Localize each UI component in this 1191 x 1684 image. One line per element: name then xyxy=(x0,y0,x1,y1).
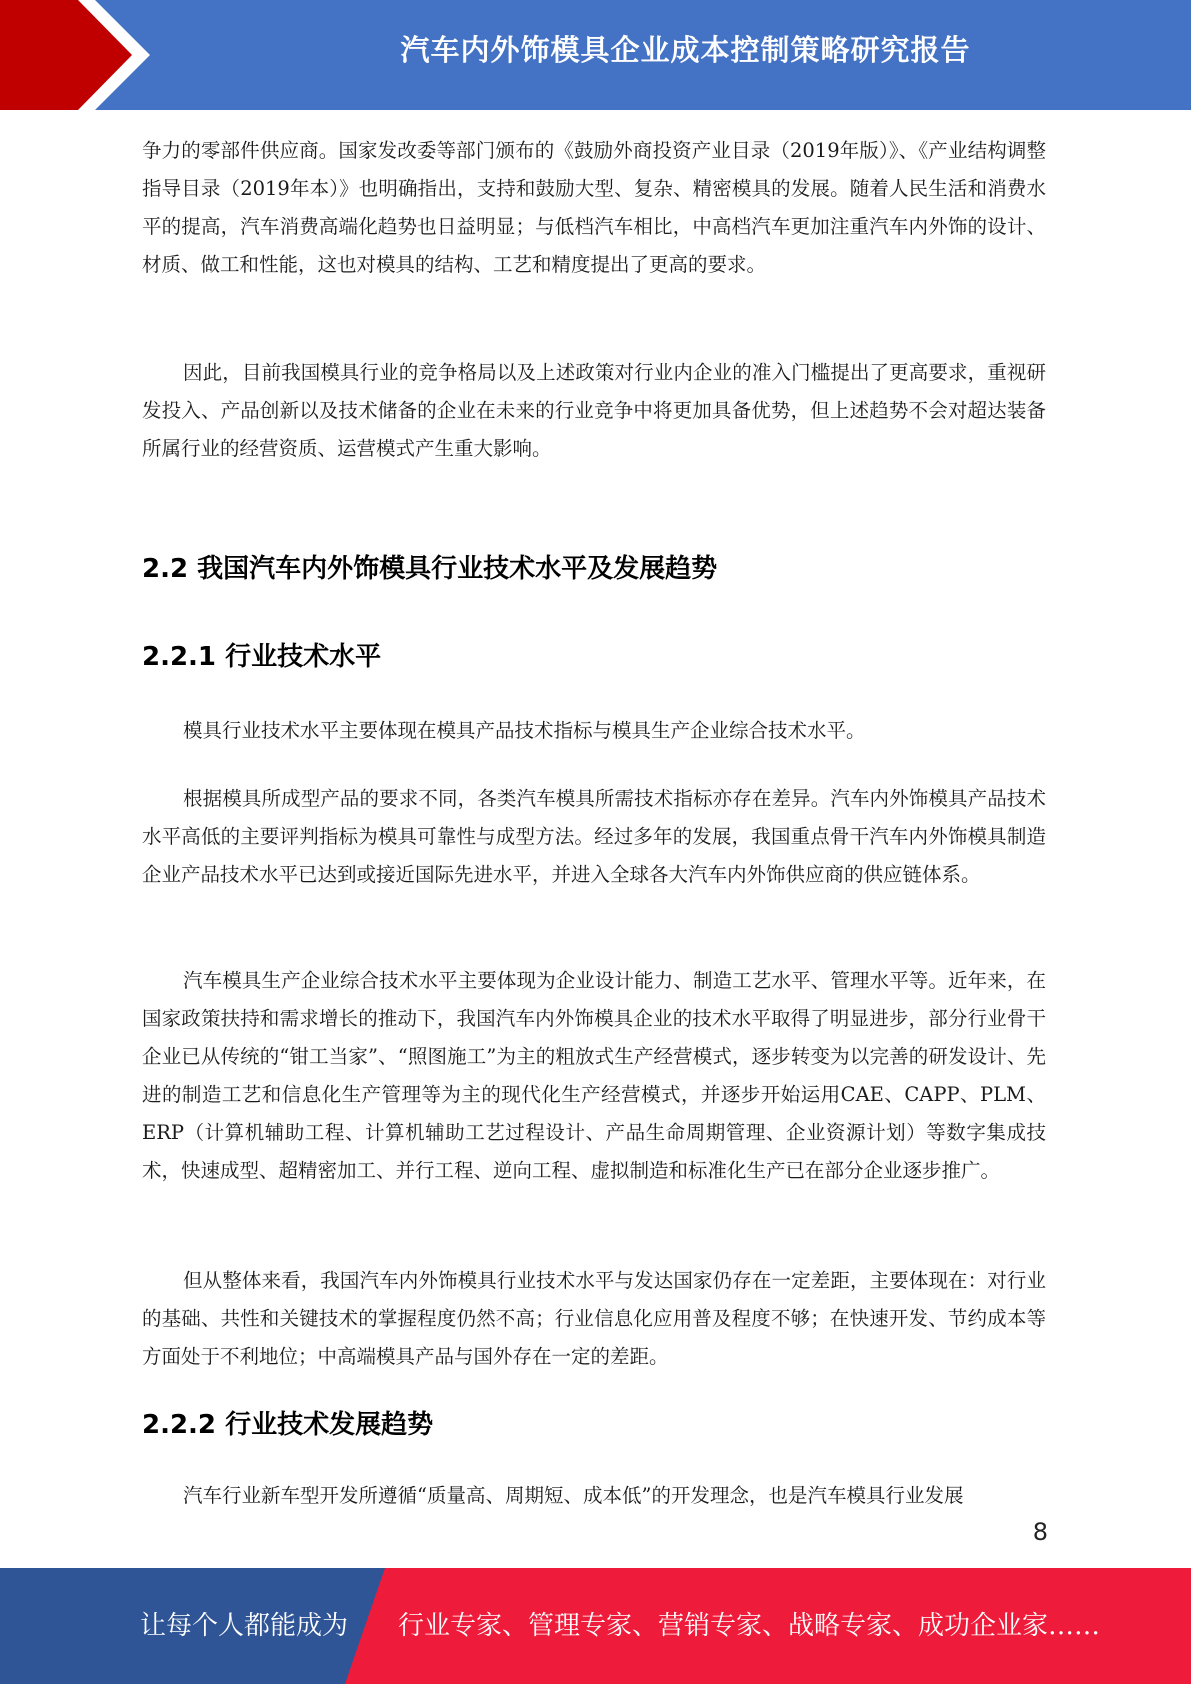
body-paragraph: 根据模具所成型产品的要求不同，各类汽车模具所需技术指标亦存在差异。汽车内外饰模具产品技术水平高低的主要评判指标为模具可靠性与成型方法。经过多年的发展，我国重点骨干汽车内外饰模具制造企业产品技术水平已达到或接近国际先进水平，并进入全球各大汽车内外饰供应商的供应链体系。 xyxy=(142,787,1046,886)
footer-slogan-left: 让每个人都能成为 xyxy=(140,1611,349,1641)
paragraph-continuation xyxy=(142,132,1046,284)
paragraph-block xyxy=(142,1262,1046,1376)
chevron-arrow-icon xyxy=(0,0,160,110)
paragraph-block xyxy=(142,354,1046,468)
paragraph-block xyxy=(142,712,1046,750)
paragraph-block xyxy=(142,962,1046,1190)
body-paragraph: 争力的零部件供应商。国家发改委等部门颁布的《鼓励外商投资产业目录（2019年版）》、《产业结构调整指导目录（2019年本）》也明确指出，支持和鼓励大型、复杂、精密模具的发展。随着人民生活和消费水平的提高，汽车消费高端化趋势也日益明显；与低档汽车相比，中高档汽车更加注重汽车内外饰的设计、材质、做工和性能，这也对模具的结构、工艺和精度提出了更高的要求。 xyxy=(142,139,1046,276)
paragraph-block xyxy=(142,780,1046,894)
report-title: 汽车内外饰模具企业成本控制策略研究报告 xyxy=(400,33,971,67)
footer-slogan-right: 行业专家、管理专家、营销专家、战略专家、成功企业家…… xyxy=(398,1611,1101,1641)
page-header xyxy=(0,0,1191,110)
body-paragraph: 汽车模具生产企业综合技术水平主要体现为企业设计能力、制造工艺水平、管理水平等。近年来，在国家政策扶持和需求增长的推动下，我国汽车内外饰模具企业的技术水平取得了明显进步，部分行业骨干企业已从传统的“钳工当家”、“照图施工”为主的粗放式生产经营模式，逐步转变为以完善的研发设计、先进的制造工艺和信息化生产管理等为主的现代化生产经营模式，并逐步开始运用CAE、CAPP、PLM、ERP（计算机辅助工程、计算机辅助工艺过程设计、产品生命周期管理、企业资源计划）等数字集成技术，快速成型、超精密加工、并行工程、逆向工程、虚拟制造和标准化生产已在部分企业逐步推广。 xyxy=(142,969,1046,1182)
subsection-heading: 2.2.2 行业技术发展趋势 xyxy=(142,1410,434,1440)
page-footer xyxy=(0,1568,1191,1684)
body-paragraph: 因此，目前我国模具行业的竞争格局以及上述政策对行业内企业的准入门槛提出了更高要求，重视研发投入、产品创新以及技术储备的企业在未来的行业竞争中将更加具备优势，但上述趋势不会对超达装备所属行业的经营资质、运营模式产生重大影响。 xyxy=(142,361,1046,460)
body-paragraph: 模具行业技术水平主要体现在模具产品技术指标与模具生产企业综合技术水平。 xyxy=(183,719,866,742)
body-paragraph: 汽车行业新车型开发所遵循“质量高、周期短、成本低”的开发理念，也是汽车模具行业发展 xyxy=(183,1484,964,1507)
body-paragraph: 但从整体来看，我国汽车内外饰模具行业技术水平与发达国家仍存在一定差距，主要体现在：对行业的基础、共性和关键技术的掌握程度仍然不高；行业信息化应用普及程度不够；在快速开发、节约成本等方面处于不利地位；中高端模具产品与国外存在一定的差距。 xyxy=(142,1269,1046,1368)
page-number: 8 xyxy=(1032,1518,1048,1546)
paragraph-block xyxy=(142,1477,1046,1515)
subsection-heading: 2.2.1 行业技术水平 xyxy=(142,642,382,672)
section-heading: 2.2 我国汽车内外饰模具行业技术水平及发展趋势 xyxy=(142,554,718,584)
